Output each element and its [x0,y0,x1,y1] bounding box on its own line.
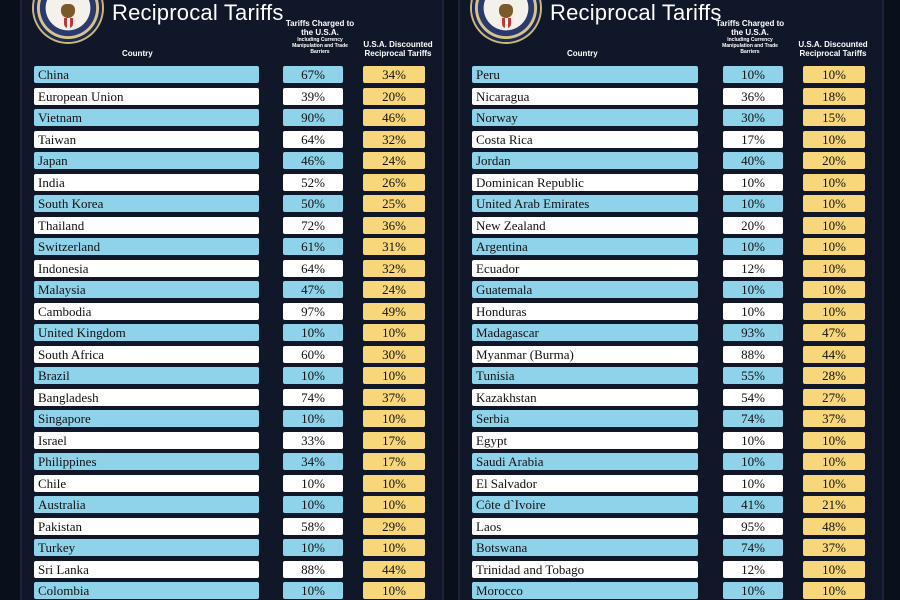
tariff-charged-cell: 61% [283,238,343,255]
table-row [22,152,442,169]
eagle-icon [61,4,75,18]
country-cell: Malaysia [34,281,259,298]
discounted-tariff-cell: 48% [803,518,865,535]
country-cell: Japan [34,152,259,169]
tariff-panel-left [20,0,444,600]
tariff-charged-cell: 64% [283,131,343,148]
discounted-tariff-cell: 31% [363,238,425,255]
tariff-charged-cell: 47% [283,281,343,298]
country-cell: India [34,174,259,191]
table-row [460,88,882,105]
page-title: Reciprocal Tariffs [112,0,284,25]
tariff-charged-cell: 40% [723,152,783,169]
discounted-tariff-cell: 24% [363,152,425,169]
country-cell: United Kingdom [34,324,259,341]
country-cell: Philippines [34,453,259,470]
tariff-charged-cell: 10% [283,410,343,427]
country-cell: Turkey [34,539,259,556]
tariff-charged-cell: 64% [283,260,343,277]
country-cell: United Arab Emirates [472,195,698,212]
country-cell: Guatemala [472,281,698,298]
discounted-tariff-cell: 29% [363,518,425,535]
page-title: Reciprocal Tariffs [550,0,722,25]
tariff-charged-cell: 10% [283,582,343,599]
shield-icon [502,18,511,28]
table-row [22,131,442,148]
tariff-charged-cell: 10% [723,475,783,492]
header-country: Country [122,49,153,58]
discounted-tariff-cell: 10% [803,303,865,320]
tariff-charged-cell: 10% [723,281,783,298]
tariff-charged-cell: 10% [723,432,783,449]
country-cell: Taiwan [34,131,259,148]
discounted-tariff-cell: 17% [363,432,425,449]
tariff-charged-cell: 55% [723,367,783,384]
discounted-tariff-cell: 34% [363,66,425,83]
tariff-panel-right [458,0,884,600]
tariff-charged-cell: 72% [283,217,343,234]
table-row [22,217,442,234]
discounted-tariff-cell: 18% [803,88,865,105]
tariff-charged-cell: 33% [283,432,343,449]
discounted-tariff-cell: 15% [803,109,865,126]
table-row [460,66,882,83]
header-tariffs-charged [713,19,787,55]
table-row [22,561,442,578]
country-cell: Australia [34,496,259,513]
country-cell: Norway [472,109,698,126]
country-cell: Saudi Arabia [472,453,698,470]
tariff-charged-cell: 20% [723,217,783,234]
discounted-tariff-cell: 20% [363,88,425,105]
country-cell: Costa Rica [472,131,698,148]
table-row [22,195,442,212]
tariff-charged-cell: 10% [283,367,343,384]
discounted-tariff-cell: 36% [363,217,425,234]
discounted-tariff-cell: 10% [803,453,865,470]
table-row [22,496,442,513]
tariff-charged-cell: 54% [723,389,783,406]
table-row [22,66,442,83]
table-row [22,410,442,427]
discounted-tariff-cell: 47% [803,324,865,341]
table-row [460,582,882,599]
tariff-charged-cell: 60% [283,346,343,363]
country-cell: Thailand [34,217,259,234]
discounted-tariff-cell: 46% [363,109,425,126]
discounted-tariff-cell: 37% [363,389,425,406]
country-cell: China [34,66,259,83]
discounted-tariff-cell: 10% [803,66,865,83]
tariff-charged-cell: 10% [723,174,783,191]
table-row [22,475,442,492]
table-row [460,539,882,556]
discounted-tariff-cell: 10% [363,496,425,513]
discounted-tariff-cell: 24% [363,281,425,298]
discounted-tariff-cell: 21% [803,496,865,513]
discounted-tariff-cell: 17% [363,453,425,470]
table-row [460,367,882,384]
table-row [460,109,882,126]
header-discounted: U.S.A. Discounted Reciprocal Tariffs [798,40,868,58]
country-cell: Myanmar (Burma) [472,346,698,363]
tariff-charged-cell: 97% [283,303,343,320]
table-row [22,389,442,406]
country-cell: Singapore [34,410,259,427]
country-cell: Tunisia [472,367,698,384]
country-cell: New Zealand [472,217,698,234]
tariff-charged-cell: 10% [283,324,343,341]
country-cell: Jordan [472,152,698,169]
discounted-tariff-cell: 10% [363,475,425,492]
table-row [22,432,442,449]
table-row [22,281,442,298]
tariff-charged-cell: 67% [283,66,343,83]
table-row [22,324,442,341]
country-cell: Ecuador [472,260,698,277]
country-cell: Argentina [472,238,698,255]
country-cell: Sri Lanka [34,561,259,578]
tariff-charged-cell: 17% [723,131,783,148]
table-row [22,453,442,470]
tariff-charged-cell: 10% [283,496,343,513]
header-tariffs-charged [283,19,357,55]
table-row [460,281,882,298]
table-row [460,324,882,341]
country-cell: El Salvador [472,475,698,492]
discounted-tariff-cell: 10% [803,174,865,191]
country-cell: Dominican Republic [472,174,698,191]
tariff-charged-cell: 93% [723,324,783,341]
discounted-tariff-cell: 32% [363,260,425,277]
country-cell: European Union [34,88,259,105]
tariff-charged-cell: 50% [283,195,343,212]
presidential-seal-icon [472,0,540,42]
tariff-charged-cell: 74% [723,539,783,556]
tariff-charged-cell: 39% [283,88,343,105]
table-row [460,561,882,578]
table-row [22,303,442,320]
tariff-charged-cell: 41% [723,496,783,513]
table-row [460,131,882,148]
tariff-charged-cell: 10% [723,303,783,320]
table-row [22,346,442,363]
tariff-charged-cell: 34% [283,453,343,470]
table-row [22,238,442,255]
tariff-charged-cell: 10% [723,453,783,470]
tariff-charged-cell: 88% [283,561,343,578]
tariff-charged-cell: 36% [723,88,783,105]
discounted-tariff-cell: 10% [803,281,865,298]
header-discounted: U.S.A. Discounted Reciprocal Tariffs [363,40,433,58]
country-cell: Kazakhstan [472,389,698,406]
table-row [22,539,442,556]
country-cell: Serbia [472,410,698,427]
table-row [460,432,882,449]
country-cell: Laos [472,518,698,535]
tariff-charged-cell: 95% [723,518,783,535]
tariff-charged-cell: 88% [723,346,783,363]
header-country: Country [567,49,598,58]
header-charged-main: Tariffs Charged to the U.S.A. [715,19,785,37]
table-row [460,346,882,363]
table-row [460,260,882,277]
table-row [460,475,882,492]
table-row [22,109,442,126]
table-row [460,303,882,320]
tariff-charged-cell: 12% [723,260,783,277]
country-cell: Cambodia [34,303,259,320]
discounted-tariff-cell: 10% [363,539,425,556]
country-cell: South Africa [34,346,259,363]
shield-icon [64,18,73,28]
discounted-tariff-cell: 37% [803,410,865,427]
country-cell: Colombia [34,582,259,599]
tariff-charged-cell: 30% [723,109,783,126]
header-charged-main: Tariffs Charged to the U.S.A. [285,19,355,37]
tariff-charged-cell: 12% [723,561,783,578]
table-row [460,152,882,169]
discounted-tariff-cell: 10% [363,410,425,427]
country-cell: Pakistan [34,518,259,535]
discounted-tariff-cell: 30% [363,346,425,363]
country-cell: Trinidad and Tobago [472,561,698,578]
country-cell: Bangladesh [34,389,259,406]
presidential-seal-icon [34,0,102,42]
country-cell: Nicaragua [472,88,698,105]
country-cell: Indonesia [34,260,259,277]
tariff-charged-cell: 10% [283,475,343,492]
discounted-tariff-cell: 10% [803,217,865,234]
discounted-tariff-cell: 10% [803,260,865,277]
discounted-tariff-cell: 28% [803,367,865,384]
table-row [22,88,442,105]
discounted-tariff-cell: 25% [363,195,425,212]
tariff-charged-cell: 58% [283,518,343,535]
table-row [22,367,442,384]
tariff-charged-cell: 46% [283,152,343,169]
table-row [22,582,442,599]
table-row [460,496,882,513]
eagle-icon [499,4,513,18]
tariff-charged-cell: 10% [723,238,783,255]
table-row [460,238,882,255]
discounted-tariff-cell: 10% [803,195,865,212]
discounted-tariff-cell: 44% [363,561,425,578]
table-row [460,389,882,406]
tariff-charged-cell: 74% [283,389,343,406]
discounted-tariff-cell: 10% [803,582,865,599]
discounted-tariff-cell: 32% [363,131,425,148]
table-row [460,217,882,234]
tariff-charged-cell: 90% [283,109,343,126]
country-cell: South Korea [34,195,259,212]
country-cell: Israel [34,432,259,449]
country-cell: Honduras [472,303,698,320]
country-cell: Egypt [472,432,698,449]
country-cell: Chile [34,475,259,492]
tariff-charged-cell: 52% [283,174,343,191]
country-cell: Brazil [34,367,259,384]
discounted-tariff-cell: 37% [803,539,865,556]
discounted-tariff-cell: 10% [803,432,865,449]
gutter-left [0,0,20,600]
table-row [460,195,882,212]
country-cell: Morocco [472,582,698,599]
table-row [460,518,882,535]
country-cell: Vietnam [34,109,259,126]
discounted-tariff-cell: 10% [363,324,425,341]
country-cell: Côte d`Ivoire [472,496,698,513]
discounted-tariff-cell: 20% [803,152,865,169]
table-row [22,518,442,535]
discounted-tariff-cell: 44% [803,346,865,363]
discounted-tariff-cell: 27% [803,389,865,406]
discounted-tariff-cell: 10% [363,367,425,384]
tariff-charged-cell: 74% [723,410,783,427]
discounted-tariff-cell: 26% [363,174,425,191]
discounted-tariff-cell: 49% [363,303,425,320]
discounted-tariff-cell: 10% [803,561,865,578]
discounted-tariff-cell: 10% [363,582,425,599]
tariff-charged-cell: 10% [723,582,783,599]
header-charged-sub: Including Currency Manipulation and Trade Barriers [722,37,778,55]
table-row [460,174,882,191]
country-cell: Peru [472,66,698,83]
tariff-charged-cell: 10% [283,539,343,556]
country-cell: Botswana [472,539,698,556]
tariff-charged-cell: 10% [723,66,783,83]
header-charged-sub: Including Currency Manipulation and Trade Barriers [292,37,348,55]
table-row [460,453,882,470]
discounted-tariff-cell: 10% [803,131,865,148]
tariff-charged-cell: 10% [723,195,783,212]
table-row [22,174,442,191]
country-cell: Madagascar [472,324,698,341]
country-cell: Switzerland [34,238,259,255]
table-row [460,410,882,427]
discounted-tariff-cell: 10% [803,238,865,255]
table-row [22,260,442,277]
discounted-tariff-cell: 10% [803,475,865,492]
